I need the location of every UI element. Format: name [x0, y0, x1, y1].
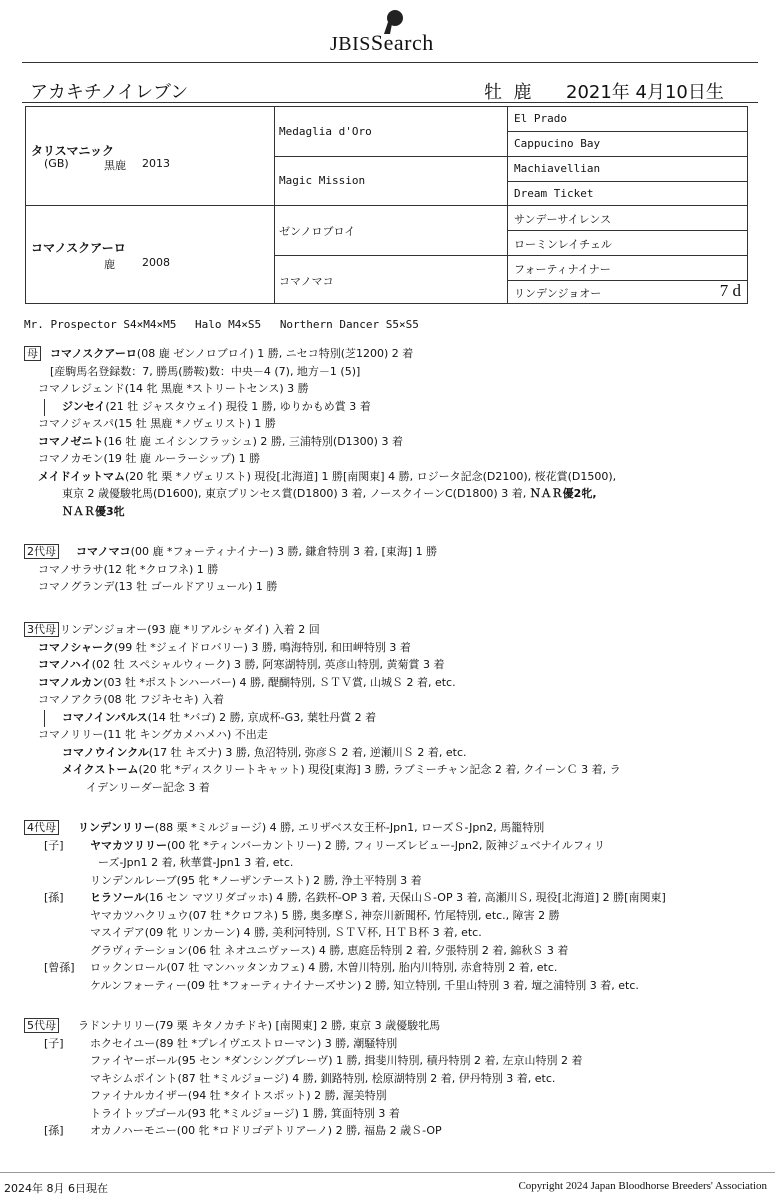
record-text: (20 牝 栗 *ノヴェリスト) 現役[北海道] 1 勝[南関東] 4 勝, ロジータ記念(D2100), 桜花賞(D1500),: [125, 469, 617, 483]
family-line: [98, 855, 293, 871]
horse-name-bold: リンデンリリー: [78, 821, 155, 834]
record-text: 東京 2 歳優駿牝馬(D1600), 東京プリンセス賞(D1800) 3 着, ノースクイーンC(D1800) 3 着,: [62, 487, 530, 500]
record-text: (16 セン マツリダゴッホ) 4 勝, 名鉄杯-OP 3 着, 天保山Ｓ-OP 3 着, 高瀬川Ｓ, 現役[北海道] 2 勝[南関東]: [144, 891, 666, 904]
horse-sex-color: 牡 鹿: [484, 82, 532, 103]
record-text: ケルンフォーティー(09 牡 *フォーティナイナーズサン) 2 勝, 知立特別, 千里山特別 3 着, 壇之浦特別 3 着, etc.: [90, 978, 639, 992]
family-line: [38, 675, 456, 691]
gen3-cell: [508, 281, 747, 303]
family-line: [38, 692, 224, 708]
title-rule: [22, 102, 758, 103]
record-text: (17 牡 キズナ) 3 勝, 魚沼特別, 弥彦Ｓ 2 着, 逆瀬川Ｓ 2 着, etc.: [148, 745, 467, 759]
family-line: [86, 780, 210, 796]
horse-name-bold: コマノルカン: [38, 675, 104, 689]
dam-dam-name: コマノマコ: [279, 275, 334, 288]
generation-tag: [24, 1018, 65, 1034]
gen3-cell: [508, 132, 747, 157]
sire-color: 黒鹿: [104, 159, 126, 172]
family-line: [90, 873, 422, 889]
record-text: マスイデア(09 牝 リンカーン) 4 勝, 美利河特別, ＳＴＶ杯, ＨＴＢ杯 3 着, etc.: [90, 926, 482, 939]
horse-name-bold: ヤマカツリリー: [90, 838, 167, 852]
record-text: (21 牡 ジャスタウェイ) 現役 1 勝, ゆりかもめ賞 3 着: [105, 399, 371, 413]
horse-name: アカキチノイレブン: [30, 82, 189, 103]
record-text: コマノアクラ(08 牝 フジキセキ) 入着: [38, 693, 224, 706]
dam-color: 鹿: [104, 258, 115, 271]
record-text: (20 牝 *ディスクリートキャット) 現役[東海] 3 勝, ラブミーチャン記念 2 着, クイーンＣ 3 着, ラ: [138, 763, 621, 776]
generation-tag-label: 5代母: [24, 1018, 59, 1033]
family-line: [90, 960, 557, 976]
gen3-name: Machiavellian: [514, 162, 601, 175]
family-line: [90, 925, 482, 941]
family-line: [50, 364, 360, 380]
family-line: [38, 416, 276, 432]
family-line: [38, 451, 260, 467]
horse-name-bold: ＮＡＲ優3牝: [62, 504, 125, 518]
horse-name-bold: メイクストーム: [62, 763, 139, 776]
record-text: ロックンロール(07 牡 マンハッタンカフェ) 4 勝, 木曽川特別, 胎内川特別, 赤倉特別 2 着, etc.: [90, 961, 558, 974]
gen3-name: サンデーサイレンス: [514, 213, 612, 226]
family-line: [90, 1053, 583, 1069]
gen3-name: リンデンジョオー: [514, 287, 602, 300]
record-text: (02 牡 スペシャルウィーク) 3 勝, 阿寒湖特別, 英彦山特別, 黄菊賞 3 着: [91, 658, 445, 671]
record-text: ファイナルカイザー(94 牡 *タイトスポット) 2 勝, 渥美特別: [90, 1089, 387, 1102]
sire-cell: [26, 107, 275, 206]
dam-sire-cell: [275, 206, 508, 256]
record-text: (08 鹿 ゼンノロブロイ) 1 勝, ニセコ特別(芝1200) 2 着: [136, 347, 414, 360]
record-text: コマノリリー(11 牝 キングカメハメハ) 不出走: [38, 728, 268, 741]
family-line: [90, 943, 568, 959]
gen3-name: フォーティナイナー: [514, 263, 611, 276]
record-text: (00 鹿 *フォーティナイナー) 3 勝, 鎌倉特別 3 着, [東海] 1 勝: [130, 545, 438, 558]
record-text: コマノカモン(19 牡 鹿 ルーラーシップ) 1 勝: [38, 452, 261, 465]
family-line: [38, 657, 444, 673]
generation-tag-label: 2代母: [24, 544, 59, 559]
gen3-name: El Prado: [514, 112, 567, 125]
family-line: [62, 762, 621, 778]
gen3-cell: [508, 157, 747, 182]
generation-tag: [24, 820, 65, 836]
generation-tag: [24, 346, 47, 362]
record-text: (88 栗 *ミルジョージ) 4 勝, エリザベス女王杯-Jpn1, ローズＳ-Jpn2, 馬籠特別: [154, 821, 545, 834]
relation-prefix: [子]: [44, 838, 64, 852]
footer-rule: [0, 1172, 775, 1173]
horse-birthdate: 2021年 4月10日生: [566, 82, 724, 103]
record-text: グラヴィテーション(06 牡 ネオユニヴァース) 4 勝, 恵庭岳特別 2 着, 夕張特別 2 着, 錦秋Ｓ 3 着: [90, 943, 569, 957]
record-text: コマノジャスパ(15 牡 黒鹿 *ノヴェリスト) 1 勝: [38, 417, 276, 430]
generation-tag-label: 3代母: [24, 622, 59, 637]
record-text: [産駒馬名登録数：7, 勝馬(勝鞍)数：中央－4 (7), 地方－1 (5)]: [50, 364, 361, 378]
family-line: [38, 434, 403, 450]
family-line: [78, 1018, 440, 1034]
family-line: [50, 346, 413, 362]
sire-name: タリスマニック: [31, 144, 115, 158]
generation-tag: [24, 622, 65, 638]
relation-prefix: [曾孫]: [44, 961, 75, 974]
family-line: [90, 908, 560, 924]
record-text: (00 牝 *ティンバーカントリー) 2 勝, フィリーズレビュー-Jpn2, 阪神ジュベナイルフィリ: [167, 838, 606, 852]
gen3-name: ローミンレイチェル: [514, 238, 612, 251]
dam-cell: [26, 206, 275, 303]
family-line: [90, 1088, 387, 1104]
sire-year: 2013: [142, 157, 170, 170]
family-line: [38, 727, 268, 743]
horse-name-bold: ヒラソール: [90, 891, 145, 904]
family-line: [90, 838, 605, 854]
horse-name-bold: コマノスクアーロ: [50, 347, 137, 360]
record-text: ラドンナリリー(79 栗 キタノカチドキ) [南関東] 2 勝, 東京 3 歳優駿牝馬: [78, 1019, 441, 1032]
family-line: [78, 820, 544, 836]
family-line: [62, 745, 467, 761]
gen3-name: Dream Ticket: [514, 187, 594, 200]
logo-text: JBISSearch: [330, 30, 434, 55]
family-line: [62, 710, 376, 726]
horse-name-bold: コマノゼニト: [38, 434, 104, 448]
family-line: [60, 622, 320, 638]
horse-name-bold: コマノシャーク: [38, 640, 115, 654]
header-rule: [22, 62, 758, 63]
family-line: [90, 1106, 400, 1122]
family-number: 7 d: [719, 281, 741, 300]
branch-bar: [44, 399, 45, 417]
record-text: リンデンジョオー(93 鹿 *リアルシャダイ) 入着 2 回: [60, 623, 320, 636]
record-text: (03 牡 *ポストンハーバー) 4 勝, 醍醐特別, ＳＴＶ賞, 山城Ｓ 2 着, etc.: [103, 675, 456, 689]
family-line: [90, 890, 666, 906]
record-text: コマノグランデ(13 牡 ゴールドアリュール) 1 勝: [38, 580, 278, 593]
family-line: [38, 640, 411, 656]
cross-item: Halo M4×S5: [194, 318, 262, 331]
family-line: [38, 469, 616, 485]
sire-origin: (GB): [44, 157, 69, 170]
dam-dam-cell: [275, 256, 508, 303]
family-line: [38, 562, 218, 578]
horse-name-bold: コマノハイ: [38, 658, 92, 671]
jbis-logo: [330, 8, 460, 56]
record-text: イデンリーダー記念 3 着: [86, 780, 210, 794]
sire-sire-cell: [275, 107, 508, 157]
gen3-cell: [508, 256, 747, 281]
cross-item: Mr. Prospector S4×M4×M5: [24, 318, 177, 331]
family-line: [38, 579, 277, 595]
record-text: ヤマカツハクリュウ(07 牡 *クロフネ) 5 勝, 奥多摩Ｓ, 神奈川新聞杯, 竹尾特別, etc., 障害 2 勝: [90, 908, 560, 922]
family-line: [90, 1071, 555, 1087]
generation-tag-label: 4代母: [24, 820, 59, 835]
record-text: ファイヤーボール(95 セン *ダンシングブレーヴ) 1 勝, 揖斐川特別, 積丹特別 2 着, 左京山特別 2 着: [90, 1054, 583, 1067]
record-text: コマノサラサ(12 牝 *クロフネ) 1 勝: [38, 562, 219, 576]
horse-name-bold: コマノマコ: [76, 545, 131, 558]
record-text: (16 牡 鹿 エイシンフラッシュ) 2 勝, 三浦特別(D1300) 3 着: [103, 434, 403, 448]
relation-prefix: [孫]: [44, 1124, 64, 1137]
generation-tag: [24, 544, 65, 560]
generation-tag-label: 母: [24, 346, 41, 361]
record-text: マキシムポイント(87 牡 *ミルジョージ) 4 勝, 釧路特別, 桧原湖特別 2 着, 伊丹特別 3 着, etc.: [90, 1071, 556, 1085]
sire-sire-name: Medaglia d'Oro: [279, 125, 372, 138]
as-of-date: 2024年 8月 6日現在: [4, 1182, 108, 1195]
dam-name: コマノスクアーロ: [31, 241, 126, 255]
sire-dam-name: Magic Mission: [279, 174, 366, 187]
horse-name-bold: ジンセイ: [62, 399, 106, 413]
dam-sire-name: ゼンノロブロイ: [279, 225, 356, 238]
record-text: リンデンルレーブ(95 牝 *ノーザンテースト) 2 勝, 浄土平特別 3 着: [90, 873, 422, 887]
record-text: (14 牡 *バゴ) 2 勝, 京成杯-G3, 葉牡丹賞 2 着: [147, 710, 377, 724]
family-line: [90, 978, 639, 994]
family-line: [38, 381, 309, 397]
family-line: [90, 1123, 442, 1139]
relation-prefix: [孫]: [44, 891, 64, 904]
gen3-cell: [508, 231, 747, 256]
horse-name-bold: メイドイットマム: [38, 469, 126, 483]
gen3-cell: [508, 107, 747, 132]
record-text: (99 牡 *ジェイドロバリー) 3 勝, 鳴海特別, 和田岬特別 3 着: [114, 640, 411, 654]
branch-bar: [44, 710, 45, 728]
family-line: [76, 544, 437, 560]
relation-prefix: [子]: [44, 1036, 64, 1050]
award-bold: ＮＡＲ優2牝,: [529, 487, 597, 500]
horse-name-bold: コマノインパルス: [62, 710, 148, 724]
inbreeding-crosses: [24, 318, 431, 331]
horse-name-bold: コマノウインクル: [62, 745, 149, 759]
record-text: コマノレジェンド(14 牝 黒鹿 *ストリートセンス) 3 勝: [38, 382, 309, 395]
family-line: [62, 486, 597, 502]
sire-dam-cell: [275, 157, 508, 206]
record-text: オカノハーモニー(00 牝 *ロドリゴデトリアーノ) 2 勝, 福島 2 歳Ｓ-OP: [90, 1124, 442, 1137]
pedigree-table: [25, 106, 748, 304]
gen3-name: Cappucino Bay: [514, 137, 601, 150]
record-text: ーズ-Jpn1 2 着, 秋華賞-Jpn1 3 着, etc.: [98, 856, 294, 869]
record-text: ホクセイユー(89 牡 *プレイヴエストローマン) 3 勝, 潮騒特別: [90, 1036, 398, 1050]
cross-item: Northern Dancer S5×S5: [279, 318, 419, 331]
dam-year: 2008: [142, 256, 170, 269]
gen3-cell: [508, 206, 747, 231]
copyright: Copyright 2024 Japan Bloodhorse Breeders' Association: [518, 1180, 767, 1192]
family-line: [90, 1036, 397, 1052]
record-text: トライトップゴール(93 牝 *ミルジョージ) 1 勝, 箕面特別 3 着: [90, 1106, 400, 1120]
family-line: [62, 399, 371, 415]
gen3-cell: [508, 182, 747, 206]
family-line: [62, 504, 125, 520]
